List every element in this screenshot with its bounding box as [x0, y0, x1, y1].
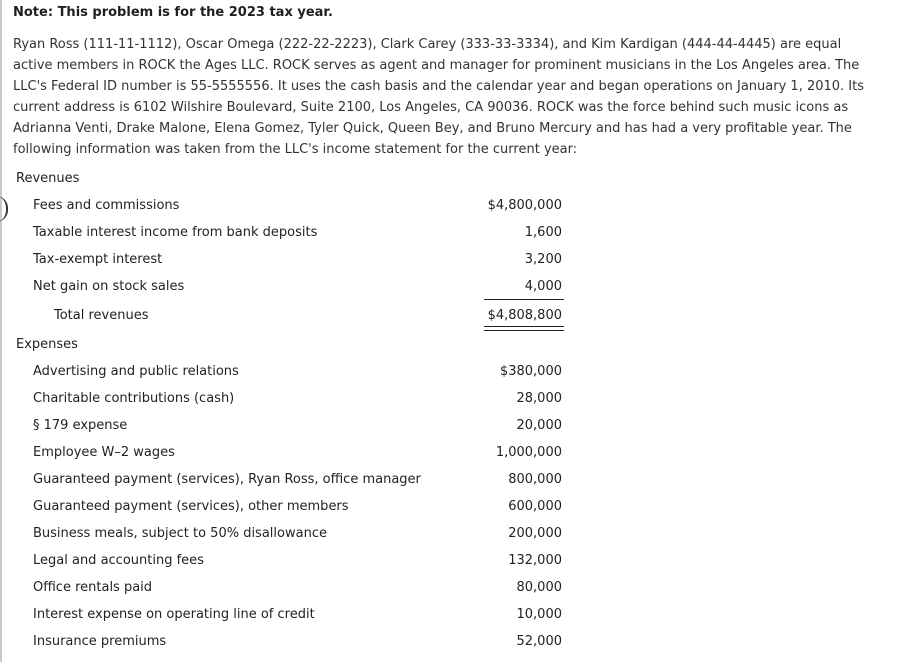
expense-amount: 132,000	[508, 553, 562, 568]
expense-row	[2, 553, 902, 580]
expense-label: Business meals, subject to 50% disallowance	[33, 526, 327, 541]
expense-amount: 10,000	[516, 607, 562, 622]
expense-amount: 1,000,000	[495, 445, 562, 460]
expense-label: Legal and accounting fees	[33, 553, 204, 568]
expense-amount: 20,000	[516, 418, 562, 433]
expense-amount: 600,000	[508, 499, 562, 514]
expense-amount: 28,000	[516, 391, 562, 406]
total-double-rule	[484, 326, 564, 331]
revenue-row	[2, 252, 902, 279]
expense-row	[2, 472, 902, 499]
subtotal-rule	[484, 299, 564, 300]
expense-row	[2, 607, 902, 634]
expense-label: Insurance premiums	[33, 634, 167, 649]
expense-row	[2, 634, 902, 661]
expense-row	[2, 499, 902, 526]
revenue-label: Taxable interest income from bank deposits	[33, 225, 318, 240]
revenue-row	[2, 279, 902, 306]
revenue-label: Fees and commissions	[33, 198, 180, 213]
expense-label: Charitable contributions (cash)	[33, 391, 235, 406]
revenue-amount: 3,200	[524, 252, 562, 267]
revenue-label: Tax-exempt interest	[33, 252, 163, 267]
expense-row	[2, 364, 902, 391]
expense-label: Advertising and public relations	[33, 364, 239, 379]
expense-amount: $380,000	[499, 364, 562, 379]
revenues-heading: Revenues	[16, 171, 80, 186]
total-revenues-row	[2, 308, 902, 335]
total-revenues-label: Total revenues	[54, 308, 149, 323]
expense-label: Guaranteed payment (services), Ryan Ross, office manager	[33, 472, 421, 487]
revenue-row	[2, 198, 902, 225]
revenue-row	[2, 225, 902, 252]
expense-row	[2, 526, 902, 553]
problem-description: Ryan Ross (111-11-1112), Oscar Omega (222-22-2223), Clark Carey (333-33-3334), and Kim Kardigan (444-44-4445) are equal active members in ROCK the Ages LLC. ROCK serves as agent and manager for prominent musicians in the Los Angeles area. The LLC's Federal ID number is 55-5555556. It uses the cash basis and the calendar year and began operations on January 1, 2010. Its current address is 6102 Wilshire Boulevard, Suite 2100, Los Angeles, CA 90036. ROCK was the force behind such music icons as Adrianna Venti, Drake Malone, Elena Gomez, Tyler Quick, Queen Bey, and Bruno Mercury and has had a very profitable year. The following information was taken from the LLC's income statement for the current year:	[13, 37, 865, 157]
expense-row	[2, 418, 902, 445]
expense-label: Interest expense on operating line of credit	[33, 607, 315, 622]
total-revenues-amount: $4,808,800	[487, 308, 562, 323]
revenue-amount: 1,600	[524, 225, 562, 240]
tax-year-note: Note: This problem is for the 2023 tax year.	[13, 5, 333, 20]
expense-row	[2, 580, 902, 607]
revenue-amount: 4,000	[524, 279, 562, 294]
expenses-heading: Expenses	[16, 337, 78, 352]
expense-label: Employee W–2 wages	[33, 445, 175, 460]
expense-amount: 200,000	[508, 526, 562, 541]
revenue-amount: $4,800,000	[487, 198, 562, 213]
expense-label: Guaranteed payment (services), other members	[33, 499, 349, 514]
expense-amount: 80,000	[516, 580, 562, 595]
expense-amount: 800,000	[508, 472, 562, 487]
expense-row	[2, 445, 902, 472]
expense-label: Office rentals paid	[33, 580, 153, 595]
expense-amount: 52,000	[516, 634, 562, 649]
expense-label: § 179 expense	[33, 418, 128, 433]
revenue-label: Net gain on stock sales	[33, 279, 185, 294]
expense-row	[2, 391, 902, 418]
